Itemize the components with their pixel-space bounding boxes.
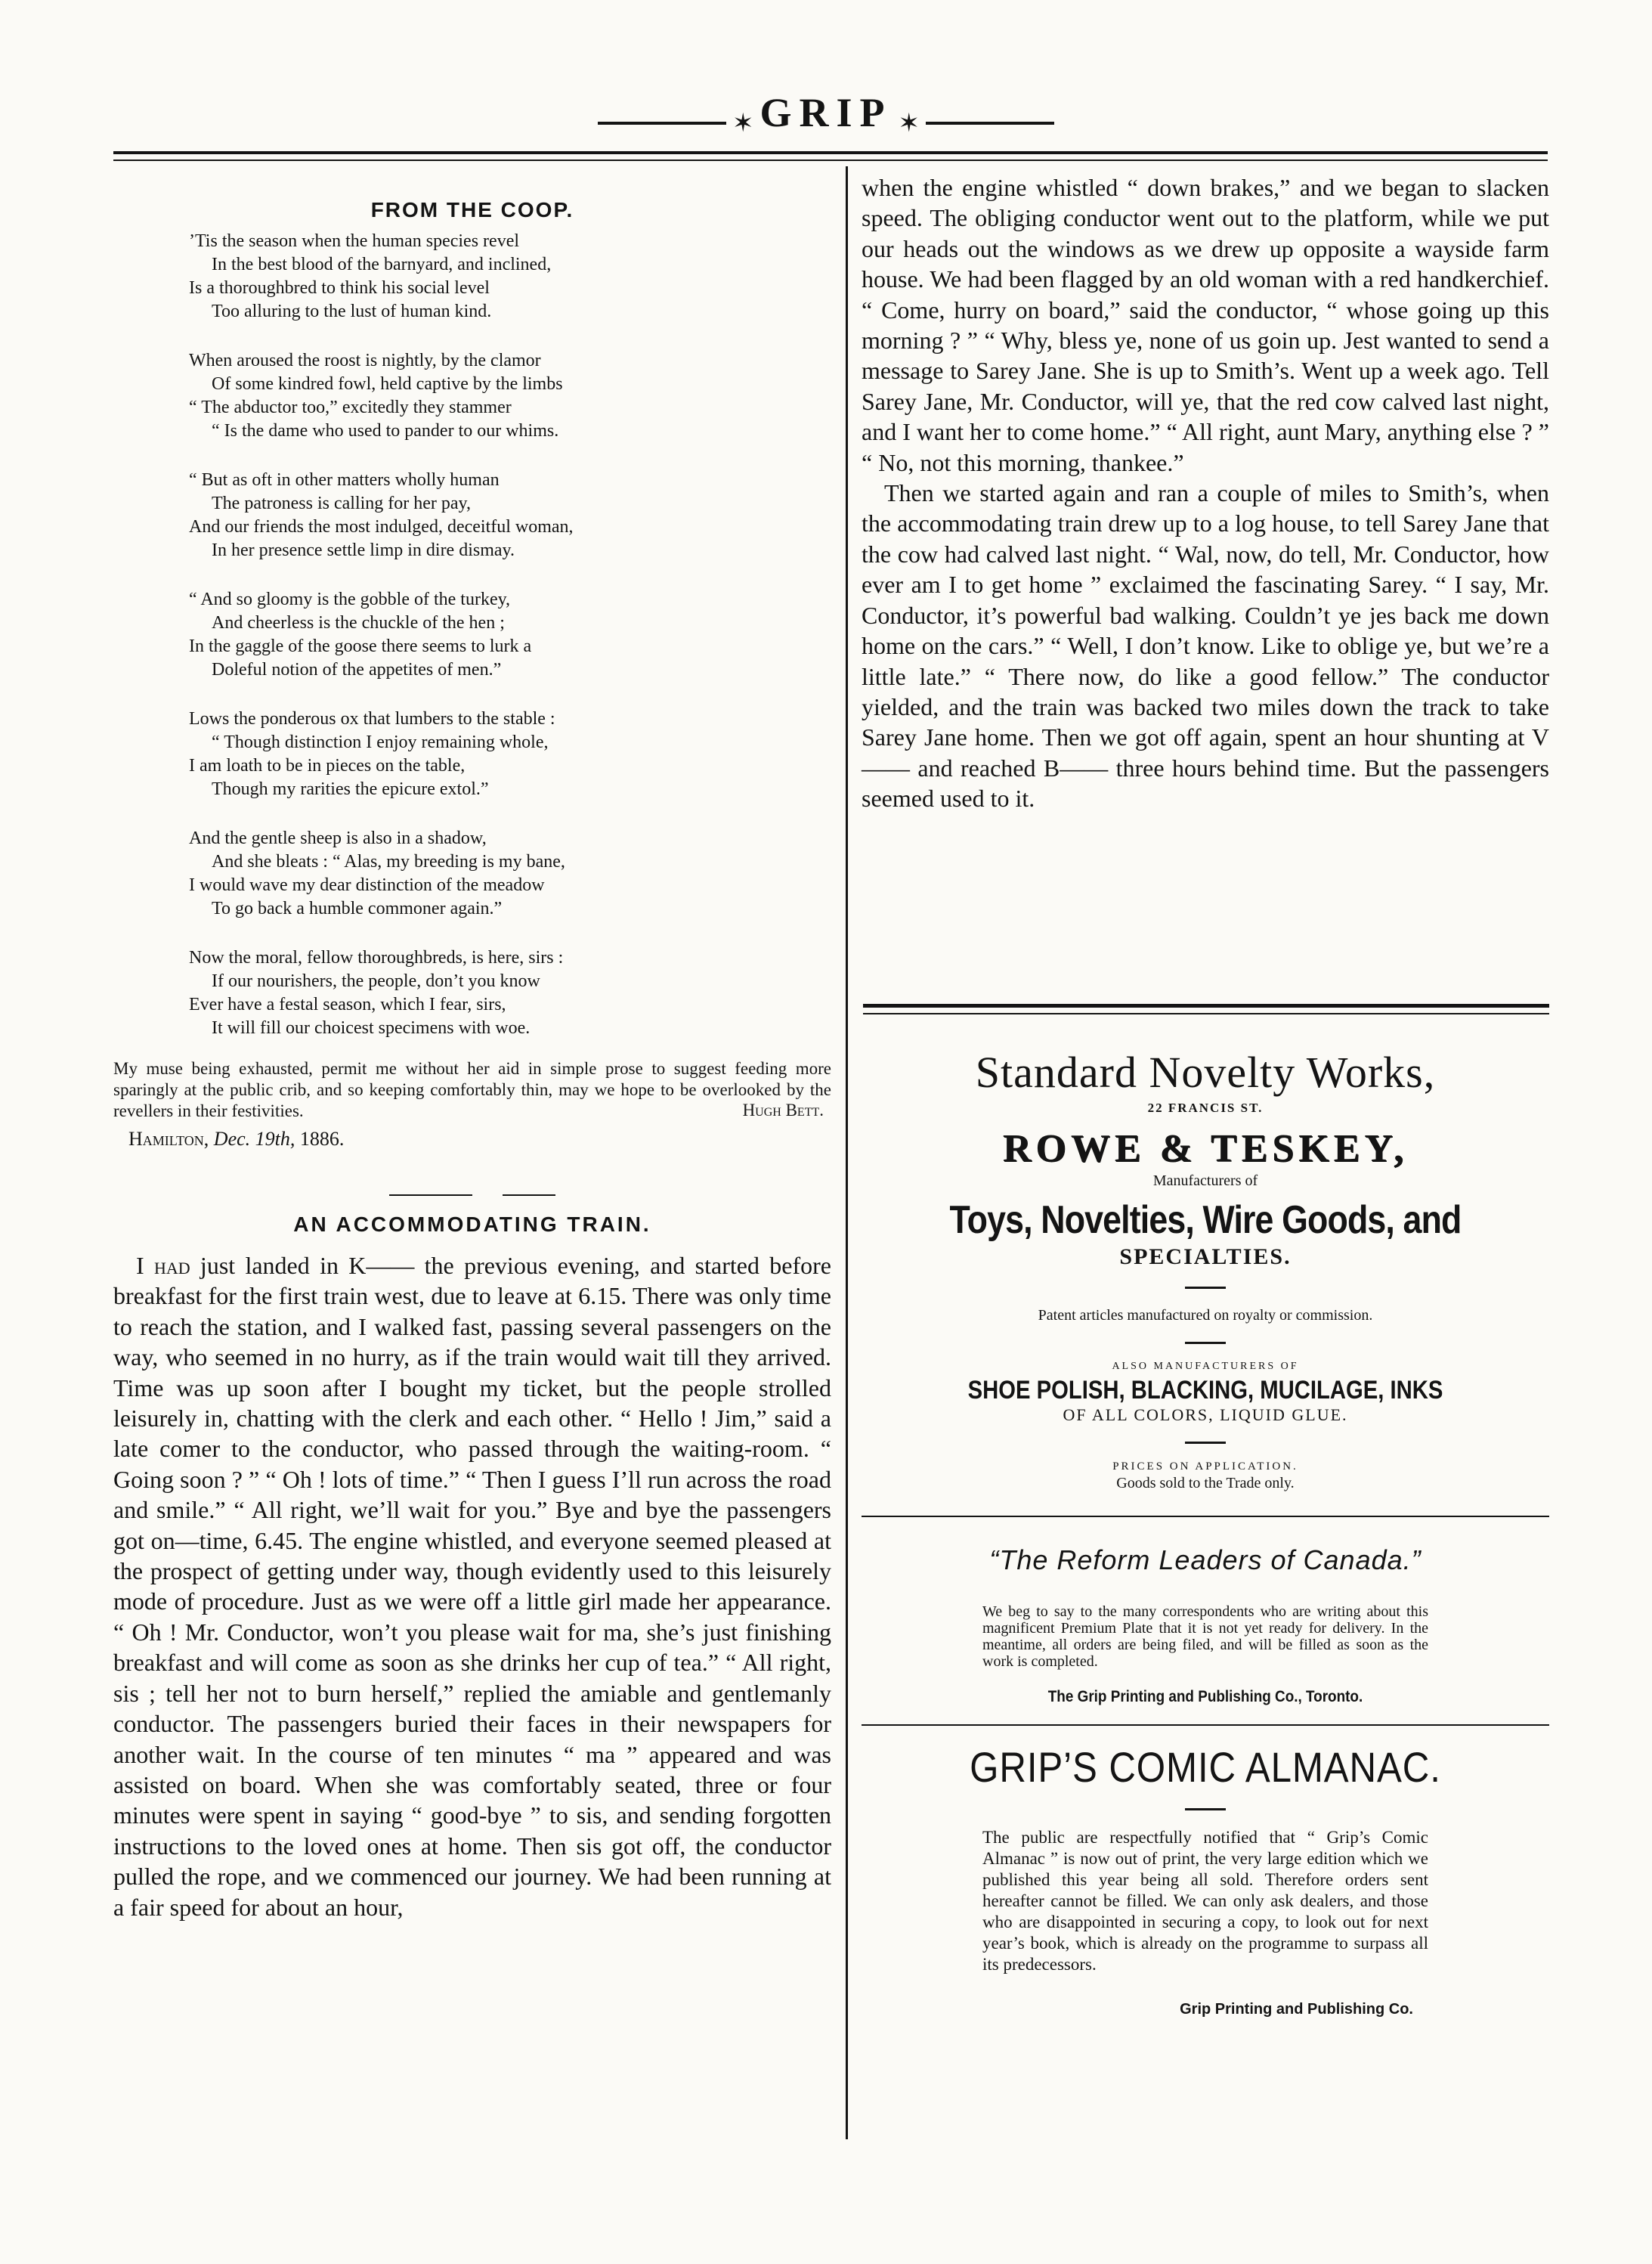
ad-divider — [1185, 1442, 1226, 1444]
star-ornament-icon: ✶ — [898, 110, 920, 138]
reform-leaders-note: We beg to say to the many correspondents who are writing about this magnificent Premium Plate that it is not yet ready for delivery. In the meantime, all orders are being filed, and will be filled as soon as the work is completed. — [982, 1603, 1428, 1670]
masthead-rule-right — [926, 122, 1054, 125]
poem-note: My muse being exhausted, permit me without her aid in simple prose to suggest feeding more sparingly at the public crib, and so keeping comfortably thin, may we hope to be overlooked by the revellers in their festivities. — [113, 1059, 831, 1120]
ad-section-rule — [862, 1724, 1549, 1726]
poem-line: Of some kindred fowl, held captive by the limbs — [212, 374, 563, 394]
star-ornament-icon: ✶ — [732, 110, 754, 138]
ad-patent-note: Patent articles manufactured on royalty or commission. — [1038, 1307, 1373, 1324]
ad-manufacturers-label: Manufacturers of — [1152, 1172, 1258, 1189]
poem-stanza — [189, 946, 831, 1040]
dateline-place: Hamilton, — [128, 1128, 209, 1150]
story-paragraph-continued: when the engine whistled “ down brakes,” and we began to slacken speed. The obliging conductor went out to the platform, while we put our heads out the windows as we drew up opposite a wayside farm house. We had been flagged by an old woman with a red handkerchief. “ Come, hurry on board,” said the conductor, “ whose going up this morning ? ” “ Why, bless ye, none of us goin up. Jest wanted to send a message to Sarey Jane. She is up to Smith’s. Went up a week ago. Tell Sarey Jane, Mr. Conductor, will ye, that the red cow calved last night, and I want her to come home.” “ All right, aunt Mary, anything else ? ” “ No, not this morning, thankee.” — [862, 174, 1549, 476]
ad-address: 22 FRANCIS ST. — [1147, 1101, 1264, 1115]
poem-line: In her presence settle limp in dire dismay. — [212, 540, 515, 560]
ad-divider — [1185, 1808, 1226, 1810]
poem-line: Too alluring to the lust of human kind. — [212, 302, 492, 321]
poem-stanza — [189, 708, 831, 801]
dateline-date: Dec. 19th, — [213, 1128, 295, 1150]
poem-line: ’Tis the season when the human species revel — [189, 231, 520, 251]
poem-line: And she bleats : “ Alas, my breeding is my bane, — [212, 852, 565, 872]
poem-line: And our friends the most indulged, deceitful woman, — [189, 517, 574, 537]
ad-also-label: ALSO MANUFACTURERS OF — [1112, 1361, 1299, 1372]
advertisement-rule-thin — [863, 1013, 1549, 1014]
poem-line: In the gaggle of the goose there seems to lurk a — [189, 636, 532, 656]
poem-line: “ Is the dame who used to pander to our whims. — [212, 421, 559, 441]
ad-divider — [1185, 1287, 1226, 1289]
reform-printer: The Grip Printing and Publishing Co., Toronto. — [1047, 1688, 1363, 1705]
ad-prices: PRICES ON APPLICATION. — [1112, 1460, 1298, 1473]
poem-stanza — [189, 588, 831, 682]
left-column — [113, 198, 831, 1922]
poem-line: “ Though distinction I enjoy remaining whole, — [212, 732, 549, 752]
poem-stanza — [189, 827, 831, 921]
story-paragraph: Then we started again and ran a couple of miles to Smith’s, when the accommodating train drew up to a log house, to tell Sarey Jane that the cow had calved last night. “ Wal, now, do tell, Mr. Conductor, how ever am I to get home ” exclaimed the fascinating Sarey. “ I say, Mr. Conductor, it’s powerful bad walking. Couldn’t ye jes back me down home on the cars.” “ Well, I don’t know. Like to oblige ye, but we’re a little late.” “ There now, do like a good fellow.” The conductor yielded, and the train was backed two miles down the track to take Sarey Jane home. Then we got off again, spent an hour shunting at V—— and reached B—— three hours behind time. But the passengers seemed used to it. — [862, 479, 1549, 813]
poem-line: In the best blood of the barnyard, and inclined, — [212, 255, 552, 274]
poem-line: And cheerless is the chuckle of the hen ; — [212, 613, 505, 633]
poem-line: “ And so gloomy is the gobble of the turkey, — [189, 590, 511, 609]
right-column — [862, 172, 1549, 814]
poem-line: Though my rarities the epicure extol.” — [212, 779, 489, 799]
advertisement-rule — [863, 1004, 1549, 1008]
almanac-title: GRIP’S COMIC ALMANAC. — [970, 1743, 1441, 1791]
poem-line: “ But as oft in other matters wholly human — [189, 470, 500, 490]
poem-stanza — [189, 230, 831, 324]
poem-line: And the gentle sheep is also in a shadow, — [189, 828, 487, 848]
poem-line: Doleful notion of the appetites of men.” — [212, 660, 502, 680]
header-rule — [113, 151, 1548, 154]
ad-company-name: Standard Novelty Works, — [975, 1048, 1436, 1097]
ad-divider — [1185, 1342, 1226, 1344]
advertisement-block — [862, 1047, 1549, 2018]
poem-line: “ The abductor too,” excitedly they stammer — [189, 398, 512, 417]
story-opening-word: I had — [136, 1252, 190, 1279]
poem-line: I would wave my dear distinction of the meadow — [189, 875, 545, 895]
poem-line: To go back a humble commoner again.” — [212, 899, 503, 918]
story-body-right — [862, 172, 1549, 814]
ad-products: Toys, Novelties, Wire Goods, and — [949, 1198, 1462, 1242]
column-divider — [846, 166, 848, 2139]
poem-line: Now the moral, fellow thoroughbreds, is here, sirs : — [189, 948, 564, 968]
masthead-title: GRIP — [759, 90, 893, 135]
poem-line: Lows the ponderous ox that lumbers to the stable : — [189, 709, 555, 729]
ad-trade-note: Goods sold to the Trade only. — [1116, 1475, 1295, 1491]
reform-leaders-title: “The Reform Leaders of Canada.” — [989, 1544, 1422, 1575]
ad-shoe-polish: SHOE POLISH, BLACKING, MUCILAGE, INKS — [967, 1376, 1443, 1405]
header-rule-thin — [113, 160, 1548, 161]
poem-line: Is a thoroughbred to think his social level — [189, 278, 490, 298]
story-body-left — [113, 1250, 831, 1922]
ad-section-rule — [862, 1516, 1549, 1517]
story-paragraph — [113, 1250, 831, 1922]
masthead — [0, 89, 1652, 138]
poem-line: The patroness is calling for her pay, — [212, 494, 471, 513]
story-paragraph-text: just landed in K—— the previous evening, and started before breakfast for the first train west, due to leave at 6.15. There was only time to reach the station, and I walked fast, passing several passengers on the way, who seemed in no hurry, as if the train would wait till they arrived. Time was up soon after I bought my ticket, but the people strolled leisurely in, chatting with the clerk and each other. “ Hello ! Jim,” said a late comer to the conductor, who passed through the waiting-room. “ Going soon ? ” “ Oh ! lots of time.” “ Then I guess I’ll run across the road and smile.” “ All right, we’ll wait for you.” Bye and bye the passengers got on—time, 6.45. The engine whistled, and everyone seemed pleased at the prospect of getting under way, though evidently used to this leisurely mode of procedure. Just as we were off a little girl made her appearance. “ Oh ! Mr. Conductor, won’t you please wait for ma, she’s just finishing breakfast and will come as soon as she drinks her cup of tea.” “ All right, sis ; tell her not to burn herself,” replied the amiable and gentlemanly conductor. The passengers buried their faces in their newspapers for another wait. In the course of ten minutes “ ma ” appeared and was assisted on board. When she was comfortably seated, three or four minutes were spent in saying “ good-bye ” to sis, and sending forgotten instructions to the loved ones at home. Then sis got off, the conductor pulled the rope, and we commenced our journey. We had been running at a fair speed for about an hour, — [113, 1252, 831, 1921]
almanac-printer: Grip Printing and Publishing Co. — [1180, 2001, 1413, 2018]
poem-stanza — [189, 469, 831, 562]
almanac-note: The public are respectfully notified that “ Grip’s Comic Almanac ” is now out of print, the very large edition which we published this year being all sold. Therefore orders sent hereafter cannot be filled. We can only ask dealers, and those who are disappointed in securing a copy, to look out for next year’s book, which is already on the programme to surpass all its predecessors. — [982, 1828, 1428, 1974]
poem-body — [189, 230, 831, 1040]
poem-line: It will fill our choicest specimens with woe. — [212, 1018, 531, 1038]
ad-firm-name: ROWE & TESKEY, — [1002, 1127, 1409, 1170]
section-separator — [113, 1188, 831, 1191]
story-heading: AN ACCOMMODATING TRAIN. — [293, 1213, 651, 1236]
poem-line: When aroused the roost is nightly, by the clamor — [189, 351, 541, 370]
masthead-rule-left — [598, 122, 726, 125]
ad-specialties: SPECIALTIES. — [1119, 1244, 1292, 1269]
ad-colors: OF ALL COLORS, LIQUID GLUE. — [1063, 1405, 1348, 1424]
poem-heading: FROM THE COOP. — [370, 198, 574, 221]
poem-signature: Hugh Bett. — [742, 1101, 824, 1120]
poem-line: If our nourishers, the people, don’t you know — [212, 971, 540, 991]
poem-line: I am loath to be in pieces on the table, — [189, 756, 466, 776]
poem-line: Ever have a festal season, which I fear, sirs, — [189, 995, 506, 1014]
dateline-year: 1886. — [299, 1128, 345, 1150]
dateline — [128, 1128, 831, 1151]
poem-stanza — [189, 349, 831, 443]
